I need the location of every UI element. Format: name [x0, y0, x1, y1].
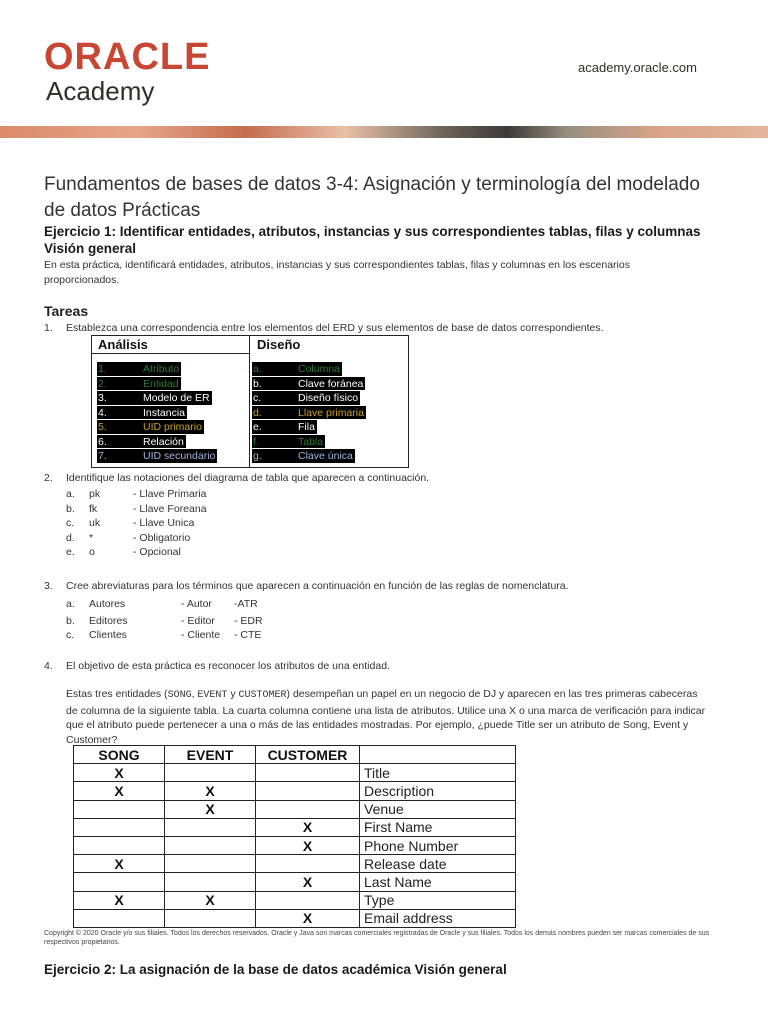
attribute-table	[73, 745, 516, 928]
item-label: UID primario	[143, 421, 202, 433]
table-row	[74, 909, 516, 927]
item-term: Autores	[89, 598, 126, 610]
notation-item	[66, 487, 366, 501]
cell-event[interactable]	[165, 909, 256, 927]
column-header-song: SONG	[74, 746, 165, 764]
item-term: o	[89, 546, 95, 558]
item-number: 3.	[97, 391, 142, 405]
table-header-row	[74, 746, 516, 764]
table-row	[74, 855, 516, 873]
cell-customer[interactable]	[256, 764, 360, 782]
question-text: El objetivo de esta práctica es reconocer los atributos de una entidad.	[66, 660, 390, 672]
design-item	[251, 362, 408, 377]
item-number: 2.	[97, 377, 142, 391]
item-number: a.	[252, 362, 297, 376]
design-item	[251, 377, 408, 392]
item-singular: - Autor	[181, 598, 212, 610]
cell-song[interactable]	[74, 909, 165, 927]
question-number: 2.	[44, 472, 53, 484]
tasks-heading: Tareas	[44, 303, 89, 319]
cell-event[interactable]	[165, 873, 256, 891]
item-number: d.	[252, 406, 297, 420]
table-row	[74, 782, 516, 800]
cell-song[interactable]: X	[74, 764, 165, 782]
table-row	[74, 873, 516, 891]
question-3	[44, 579, 724, 593]
item-abbreviation: - CTE	[234, 629, 262, 641]
item-label: UID secundario	[143, 450, 216, 462]
item-description: - Llave Primaria	[133, 488, 207, 500]
item-description: - Opcional	[133, 546, 181, 558]
item-label: Relación	[143, 435, 184, 448]
item-number: c.	[252, 391, 297, 405]
item-label: Modelo de ER	[143, 392, 210, 404]
design-item	[251, 420, 408, 435]
question-number: 1.	[44, 322, 53, 334]
item-label: Instancia	[143, 406, 186, 419]
mapping-table	[91, 335, 409, 468]
question-number: 4.	[44, 660, 53, 672]
table-row	[74, 836, 516, 854]
notation-item	[66, 545, 366, 559]
cell-customer[interactable]	[256, 855, 360, 873]
item-letter: c.	[66, 517, 75, 529]
cell-song[interactable]	[74, 836, 165, 854]
exercise1-intro: En esta práctica, identificará entidades, atributos, instancias y sus correspondientes tablas, filas y columnas en los escenarios proporcionados.	[44, 259, 630, 286]
question-text: Cree abreviaturas para los términos que aparecen a continuación en función de las reglas de nomenclatura.	[66, 580, 569, 592]
cell-event[interactable]	[165, 818, 256, 836]
para-text: Estas tres entidades (	[66, 688, 168, 700]
item-number: 4.	[97, 406, 142, 420]
design-item	[251, 391, 408, 406]
item-number: 6.	[97, 435, 142, 449]
question-2	[44, 471, 724, 485]
para-text: y	[227, 688, 239, 700]
analysis-item	[92, 391, 249, 406]
analysis-item	[92, 377, 249, 392]
item-term: Clientes	[89, 629, 127, 641]
item-letter: e.	[66, 546, 75, 558]
site-url[interactable]: academy.oracle.com	[578, 60, 697, 75]
item-description: - Llave Foreana	[133, 502, 207, 515]
entity-song: SONG	[167, 690, 192, 701]
cell-customer[interactable]: X	[256, 818, 360, 836]
cell-customer[interactable]: X	[256, 836, 360, 854]
cell-attribute: First Name	[360, 818, 516, 836]
cell-attribute: Email address	[360, 909, 516, 927]
analysis-item	[92, 435, 249, 450]
analysis-item	[92, 420, 249, 435]
item-label: Tabla	[298, 435, 324, 448]
question-4-paragraph	[66, 687, 706, 747]
item-singular: - Cliente	[181, 629, 221, 641]
item-label: Clave foránea	[298, 377, 364, 390]
oracle-logo: ORACLE	[44, 36, 211, 78]
question-1	[44, 321, 724, 335]
notation-item	[66, 516, 366, 530]
table-row	[74, 764, 516, 782]
table-row	[74, 800, 516, 818]
analysis-list	[92, 354, 249, 464]
item-number: f.	[252, 435, 297, 449]
question-text: Identifique las notaciones del diagrama de tabla que aparecen a continuación.	[66, 472, 430, 484]
attribute-table-body	[74, 764, 516, 928]
cell-song[interactable]	[74, 873, 165, 891]
item-description: - Llave Unica	[133, 517, 195, 529]
design-item	[251, 406, 408, 421]
item-term: fk	[89, 502, 98, 515]
column-header-event: EVENT	[165, 746, 256, 764]
item-number: 5.	[97, 420, 142, 434]
design-column	[251, 336, 408, 464]
abbreviation-item	[66, 614, 366, 628]
analysis-item	[92, 449, 249, 464]
cell-event[interactable]	[165, 855, 256, 873]
item-label: Columna	[298, 363, 341, 375]
design-list	[251, 354, 408, 464]
table-row	[74, 818, 516, 836]
cell-song[interactable]: X	[74, 855, 165, 873]
item-description: - Obligatorio	[133, 531, 191, 544]
cell-event[interactable]	[165, 836, 256, 854]
question-text: Establezca una correspondencia entre los elementos del ERD y sus elementos de base de datos correspondientes.	[66, 322, 604, 334]
cell-attribute: Last Name	[360, 873, 516, 891]
item-letter: c.	[66, 629, 75, 641]
design-item	[251, 449, 408, 464]
page-header	[0, 0, 768, 140]
abbreviation-item	[66, 628, 366, 642]
item-abbreviation: -ATR	[234, 598, 258, 610]
copyright-notice: Copyright © 2020 Oracle y/o sus filiales. Todos los derechos reservados. Oracle y Java son marcas comerciales registradas de Oracle y sus filiales. Todos los demás nombres pueden ser marcas comerciales de sus respectivos propietarios.	[44, 930, 710, 946]
exercise1-heading: Ejercicio 1: Identificar entidades, atributos, instancias y sus correspondientes tablas, filas y columnas Visión general	[44, 224, 701, 256]
cell-customer[interactable]: X	[256, 873, 360, 891]
item-label: Atributo	[143, 363, 180, 375]
notation-item	[66, 531, 366, 545]
item-label: Entidad	[143, 377, 179, 390]
cell-song[interactable]	[74, 800, 165, 818]
abbreviation-item	[66, 597, 366, 611]
analysis-header: Análisis	[92, 336, 249, 354]
para-text: ) desempeñan un papel en un negocio de DJ y aparecen en las tres primeras cabeceras de columna de la siguiente tabla. La cuarta columna contiene una lista de atributos. Utilice una X o una marca de verificación para indicar que el atributo puede pertenecer a una o más de las entidades mostradas. Por ejemplo, ¿puede Title ser un atributo de Song, Event y Customer?	[66, 688, 706, 746]
cell-customer[interactable]	[256, 891, 360, 909]
item-label: Clave única	[298, 450, 353, 462]
item-label: Fila	[298, 421, 315, 433]
cell-event[interactable]: X	[165, 800, 256, 818]
cell-attribute: Phone Number	[360, 836, 516, 854]
item-abbreviation: - EDR	[234, 615, 263, 627]
cell-attribute: Release date	[360, 855, 516, 873]
item-term: uk	[89, 517, 101, 529]
notation-item	[66, 502, 366, 516]
item-number: e.	[252, 420, 297, 434]
item-number: b.	[252, 377, 297, 391]
cell-event[interactable]: X	[165, 782, 256, 800]
academy-logo-text: Academy	[46, 76, 155, 106]
analysis-item	[92, 406, 249, 421]
cell-event[interactable]	[165, 764, 256, 782]
cell-song[interactable]	[74, 818, 165, 836]
para-text: ,	[191, 688, 198, 700]
design-item	[251, 435, 408, 450]
cell-attribute: Type	[360, 891, 516, 909]
item-number: 7.	[97, 449, 142, 463]
exercise2-heading: Ejercicio 2: La asignación de la base de datos académica Visión general	[44, 962, 507, 977]
cell-customer[interactable]	[256, 782, 360, 800]
header-banner-image	[0, 126, 768, 138]
item-letter: b.	[66, 615, 75, 627]
cell-attribute: Venue	[360, 800, 516, 818]
item-number: g.	[252, 449, 297, 463]
item-label: Diseño físico	[298, 392, 359, 404]
document-title: Fundamentos de bases de datos 3-4: Asignación y terminología del modelado de datos Prácticas	[44, 174, 700, 221]
column-header-attribute	[360, 746, 516, 764]
cell-event[interactable]: X	[165, 891, 256, 909]
item-letter: d.	[66, 531, 75, 544]
question-number: 3.	[44, 580, 53, 592]
item-letter: a.	[66, 598, 75, 610]
item-letter: b.	[66, 502, 75, 515]
cell-song[interactable]: X	[74, 782, 165, 800]
cell-song[interactable]: X	[74, 891, 165, 909]
item-number: 1.	[97, 362, 142, 376]
cell-attribute: Description	[360, 782, 516, 800]
analysis-column	[92, 336, 250, 467]
column-header-customer: CUSTOMER	[256, 746, 360, 764]
cell-attribute: Title	[360, 764, 516, 782]
entity-customer: CUSTOMER	[238, 690, 287, 701]
question-4	[44, 659, 724, 673]
cell-customer[interactable]: X	[256, 909, 360, 927]
item-term: Editores	[89, 615, 128, 627]
analysis-item	[92, 362, 249, 377]
entity-event: EVENT	[197, 690, 228, 701]
item-letter: a.	[66, 488, 75, 500]
design-header: Diseño	[257, 337, 301, 352]
item-term: *	[89, 531, 94, 544]
item-label: Llave primaria	[298, 406, 364, 419]
item-term: pk	[89, 488, 101, 500]
item-singular: - Editor	[181, 615, 215, 627]
cell-customer[interactable]	[256, 800, 360, 818]
table-row	[74, 891, 516, 909]
